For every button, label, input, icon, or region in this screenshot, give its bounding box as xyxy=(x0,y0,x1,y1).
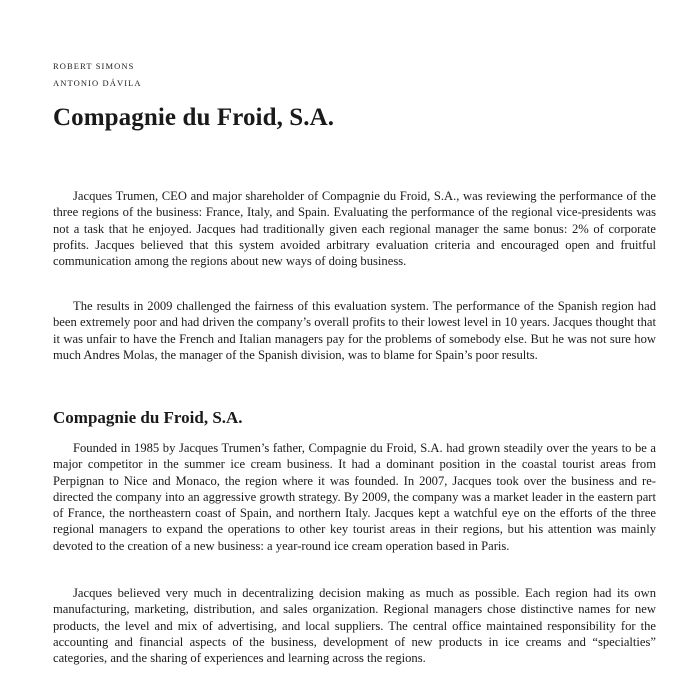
intro-paragraph: The results in 2009 challenged the fairness of this evaluation system. The performance of the Spanish region had been extremely poor and had driven the company’s overall profits to their lowest level in 10 years. Jacques thought that it was unfair to have the French and Italian managers pay for the problems of somebody else. But he was not sure how much Andres Molas, the manager of the Spanish division, was to blame for Spain’s poor results. xyxy=(53,299,656,362)
intro-paragraph: Jacques Trumen, CEO and major shareholder of Compagnie du Froid, S.A., was reviewing the performance of the three regions of the business: France, Italy, and Spain. Evaluating the performance of the regional vice-presidents was not a task that he enjoyed. Jacques had traditionally given each regional manager the same bonus: 2% of corporate profits. Jacques believed that this system avoided arbitrary evaluation criteria and encouraged open and fruitful communication among the regions about new ways of doing business. xyxy=(53,189,656,269)
author-name: ROBERT SIMONS xyxy=(53,61,135,71)
author-list xyxy=(53,58,142,92)
author-name: ANTONIO DÁVILA xyxy=(53,78,142,88)
section-paragraph: Founded in 1985 by Jacques Trumen’s father, Compagnie du Froid, S.A. had grown steadily over the years to be a major competitor in the summer ice cream business. It had a dominant position in the coastal tourist areas from Perpignan to Nice and Monaco, the region where it was founded. In 2007, Jacques took over the business and re-directed the company into an aggressive growth strategy. By 2009, the company was a market leader in the eastern part of France, the northeastern coast of Spain, and northern Italy. Jacques kept a watchful eye on the efforts of the three regional managers to expand the operations to other key tourist areas in their regions, but his attention was mainly devoted to the creation of a new business: a year-round ice cream operation based in Paris. xyxy=(53,441,656,553)
section-heading: Compagnie du Froid, S.A. xyxy=(53,408,243,427)
case-title: Compagnie du Froid, S.A. xyxy=(53,104,335,131)
section-paragraph: Jacques believed very much in decentralizing decision making as much as possible. Each region had its own manufacturing, marketing, distribution, and sales organization. Regional managers chose distinctive names for new products, the level and mix of advertising, and local suppliers. The central office maintained responsibility for the accounting and financial aspects of the business, development of new products in ice creams and “specialties” categories, and the sharing of experiences and learning across the regions. xyxy=(53,586,656,666)
